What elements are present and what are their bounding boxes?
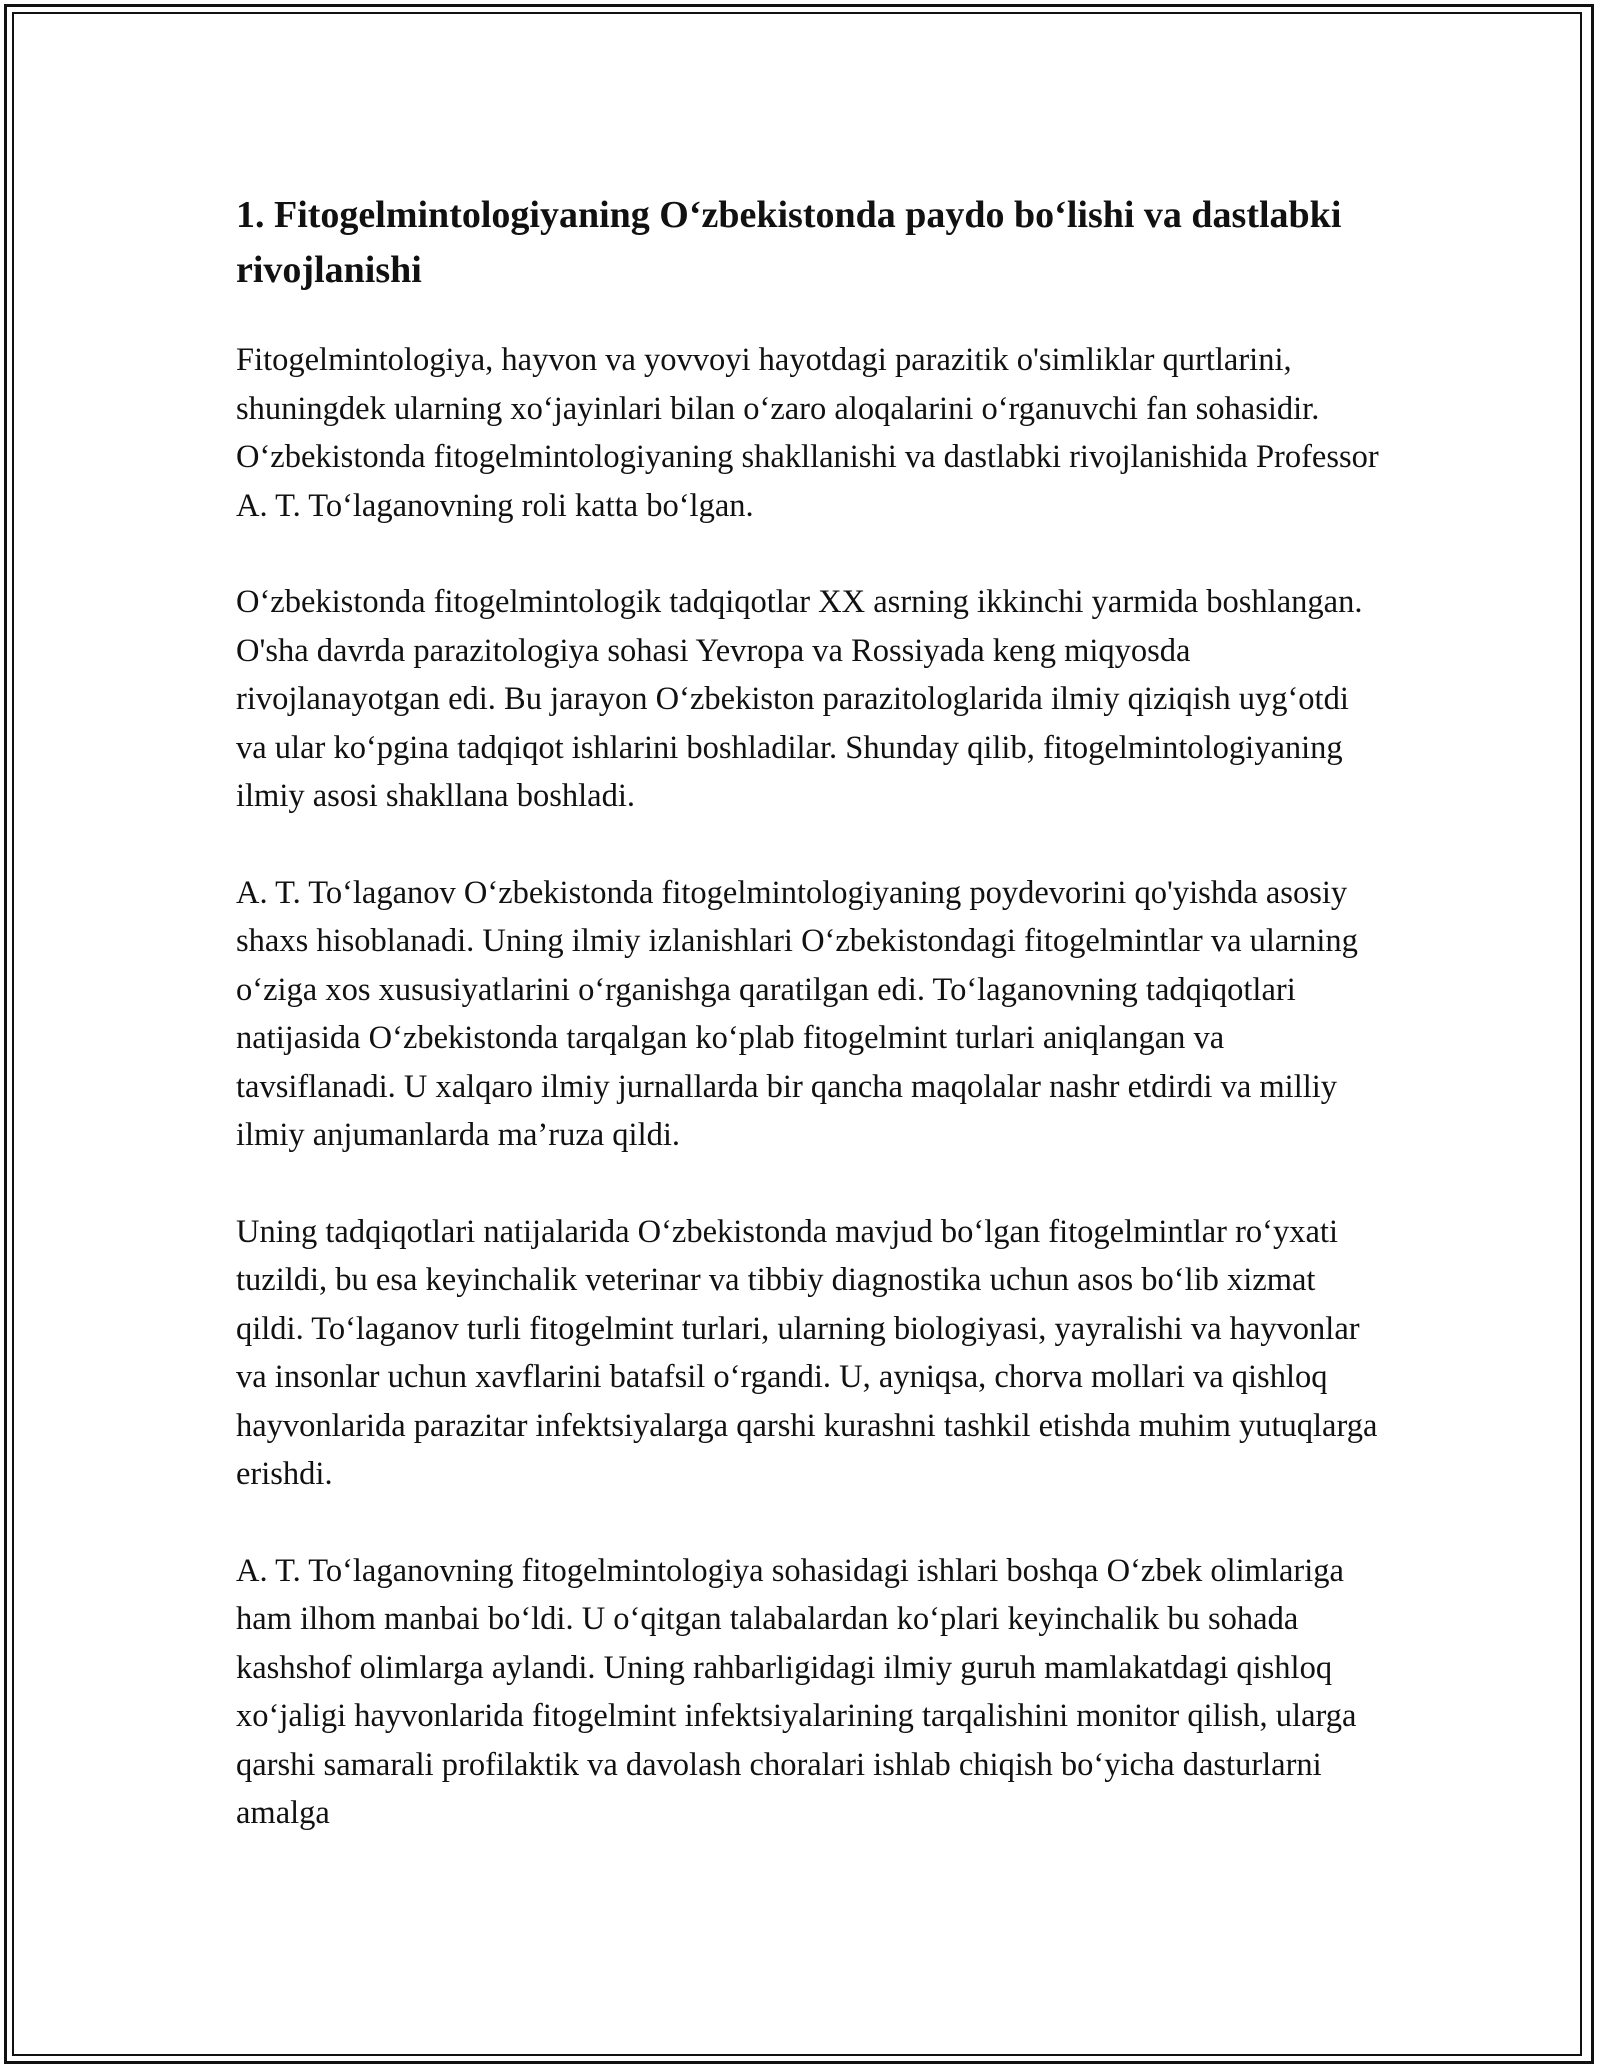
paragraph-4: Uning tadqiqotlari natijalarida O‘zbekistonda mavjud bo‘lgan fitogelmintlar ro‘yxati tuzildi, bu esa keyinchalik veterinar va tibbiy diagnostika uchun asos bo‘lib xizmat qildi. To‘laganov turli fitogelmint turlari, ularning biologiyasi, yayralishi va hayvonlar va insonlar uchun xavflarini batafsil o‘rgandi. U, ayniqsa, chorva mollari va qishloq hayvonlarida parazitar infektsiyalarga qarshi kurashni tashkil etishda muhim yutuqlarga erishdi. [236,1213,1378,1492]
paragraph-1: Fitogelmintologiya, hayvon va yovvoyi hayotdagi parazitik o'simliklar qurtlarini, shuningdek ularning xo‘jayinlari bilan o‘zaro aloqalarini o‘rganuvchi fan sohasidir. O‘zbekistonda fitogelmintologiyaning shakllanishi va dastlabki rivojlanishida Professor A. T. To‘laganovning roli katta bo‘lgan. [236,342,1379,524]
paragraph-3: A. T. To‘laganov O‘zbekistonda fitogelmintologiyaning poydevorini qo'yishda asosiy shaxs hisoblanadi. Uning ilmiy izlanishlari O‘zbekistondagi fitogelmintlar va ularning o‘ziga xos xususiyatlarini o‘rganishga qaratilgan edi. To‘laganovning tadqiqotlari natijasida O‘zbekistonda tarqalgan ko‘plab fitogelmint turlari aniqlangan va tavsiflanadi. U xalqaro ilmiy jurnallarda bir qancha maqolalar nashr etdirdi va milliy ilmiy anjumanlarda ma’ruza qildi. [236,874,1358,1153]
paragraph-2: O‘zbekistonda fitogelmintologik tadqiqotlar XX asrning ikkinchi yarmida boshlangan. O'sha davrda parazitologiya sohasi Yevropa va Rossiyada keng miqyosda rivojlanayotgan edi. Bu jarayon O‘zbekiston parazitologlarida ilmiy qiziqish uyg‘otdi va ular ko‘pgina tadqiqot ishlarini boshladilar. Shunday qilib, fitogelmintologiyaning ilmiy asosi shakllana boshladi. [236,584,1363,814]
document-body [236,188,1386,1886]
section-heading: 1. Fitogelmintologiyaning O‘zbekistonda paydo bo‘lishi va dastlabki rivojlanishi [236,194,1342,291]
paragraph-5: A. T. To‘laganovning fitogelmintologiya sohasidagi ishlari boshqa O‘zbek olimlariga ham ilhom manbai bo‘ldi. U o‘qitgan talabalardan ko‘plari keyinchalik bu sohada kashshof olimlarga aylandi. Uning rahbarligidagi ilmiy guruh mamlakatdagi qishloq xo‘jaligi hayvonlarida fitogelmint infektsiyalarining tarqalishini monitor qilish, ularga qarshi samarali profilaktik va davolash choralari ishlab chiqish bo‘yicha dasturlarni amalga [236,1552,1357,1831]
